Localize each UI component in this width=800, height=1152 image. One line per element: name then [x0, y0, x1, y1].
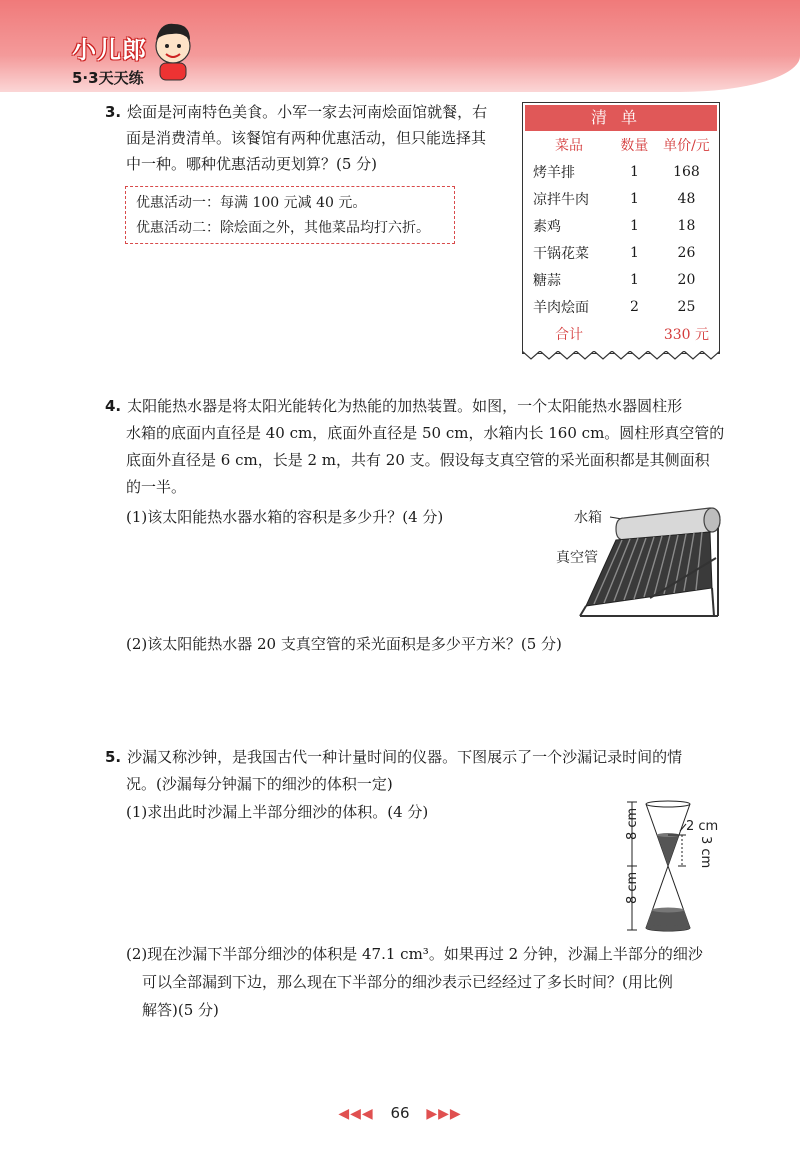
brand-name: 小儿郎 [72, 36, 147, 64]
dim-top-label: 8 cm [625, 807, 640, 840]
question-text-line: 解答)(5 分) [142, 1001, 219, 1019]
promotion-box [125, 186, 455, 244]
dim-bottom-label: 8 cm [625, 871, 640, 904]
bill-price: 25 [677, 298, 696, 315]
question-text-line: 可以全部漏到下边，那么现在下半部分的细沙表示已经经过了多长时间？(用比例 [142, 973, 673, 991]
question-3 [105, 99, 515, 177]
bill-header-qty: 数量 [620, 137, 649, 154]
bill-qty: 2 [629, 298, 639, 315]
hourglass-diagram [612, 800, 732, 934]
bill-receipt [522, 102, 720, 354]
bill-price: 18 [677, 217, 696, 234]
bill-price: 26 [677, 244, 696, 261]
question-text-line: (2)现在沙漏下半部分细沙的体积是 47.1 cm³。如果再过 2 分钟，沙漏上半部分的细沙 [126, 945, 703, 963]
next-arrows-icon: ▶▶▶ [426, 1106, 462, 1122]
bill-row [523, 212, 719, 239]
page-footer [0, 1104, 800, 1122]
bill-item: 素鸡 [533, 218, 561, 235]
promotion-2: 优惠活动二：除烩面之外，其他菜品均打六折。 [136, 220, 430, 236]
label-tank: 水箱 [574, 510, 602, 526]
bill-item: 羊肉烩面 [533, 299, 589, 316]
bill-qty: 1 [629, 271, 639, 288]
bill-total-value: 330 元 [663, 326, 710, 343]
question-text-line: 的一半。 [126, 478, 187, 496]
bill-total-label: 合计 [554, 326, 583, 343]
question-text-line: 水箱的底面内直径是 40 cm，底面外直径是 50 cm，水箱内长 160 cm。圆柱形真空管的 [126, 424, 725, 442]
question-text-line: 烩面是河南特色美食。小军一家去河南烩面馆就餐，右 [127, 103, 488, 121]
prev-arrows-icon: ◀◀◀ [338, 1106, 374, 1122]
bill-header-row [523, 131, 719, 158]
bill-table [523, 131, 719, 347]
brand-logo [72, 30, 147, 88]
bill-price: 48 [677, 190, 696, 207]
bill-price: 20 [677, 271, 696, 288]
sub-question-5-1: (1)求出此时沙漏上半部分细沙的体积。(4 分) [126, 803, 429, 821]
bill-row [523, 266, 719, 293]
question-number: 5. [105, 748, 122, 766]
bill-item: 糖蒜 [533, 272, 561, 289]
question-5 [105, 744, 745, 798]
question-text-line: 中一种。哪种优惠活动更划算？(5 分) [126, 155, 378, 173]
bill-qty: 1 [629, 190, 639, 207]
bill-header-item: 菜品 [554, 137, 583, 154]
bill-total-row [523, 320, 719, 347]
bill-row [523, 185, 719, 212]
question-text-line: 太阳能热水器是将太阳光能转化为热能的加热装置。如图，一个太阳能热水器圆柱形 [127, 397, 683, 415]
bill-row [523, 239, 719, 266]
bill-item: 烤羊排 [533, 164, 575, 181]
question-number: 3. [105, 103, 122, 121]
sub-question-4-1: (1)该太阳能热水器水箱的容积是多少升？(4 分) [126, 508, 444, 526]
question-text-line: 况。(沙漏每分钟漏下的细沙的体积一定) [126, 775, 393, 793]
question-text-line: 沙漏又称沙钟，是我国古代一种计量时间的仪器。下图展示了一个沙漏记录时间的情 [127, 748, 683, 766]
bill-price: 168 [673, 163, 700, 180]
sub-question-4-2: (2)该太阳能热水器 20 支真空管的采光面积是多少平方米？(5 分) [126, 635, 562, 653]
label-tube: 真空管 [556, 550, 598, 566]
brand-subtitle: 5·3天天练 [72, 69, 144, 87]
solar-heater-illustration [550, 498, 730, 620]
promotion-1: 优惠活动一：每满 100 元减 40 元。 [136, 195, 367, 211]
bill-item: 凉拌牛肉 [533, 191, 589, 208]
bill-qty: 1 [629, 163, 639, 180]
mascot-icon [150, 18, 196, 82]
bill-row [523, 293, 719, 320]
bill-qty: 1 [629, 217, 639, 234]
bill-header-price: 单价/元 [663, 137, 710, 154]
question-4 [105, 393, 745, 501]
receipt-edge-icon [522, 351, 720, 361]
bill-qty: 1 [629, 244, 639, 261]
question-number: 4. [105, 397, 122, 415]
dim-radius-label: 2 cm [686, 819, 719, 834]
page-number: 66 [390, 1104, 410, 1122]
question-text-line: 面是消费清单。该餐馆有两种优惠活动，但只能选择其 [126, 129, 487, 147]
question-text-line: 底面外直径是 6 cm，长是 2 m，共有 20 支。假设每支真空管的采光面积都是其侧面积 [126, 451, 710, 469]
bill-title: 清单 [525, 105, 717, 131]
sub-question-5-2 [126, 940, 726, 1024]
bill-item: 干锅花菜 [533, 245, 589, 262]
dim-sand-label: 3 cm [698, 836, 713, 869]
bill-row [523, 158, 719, 185]
